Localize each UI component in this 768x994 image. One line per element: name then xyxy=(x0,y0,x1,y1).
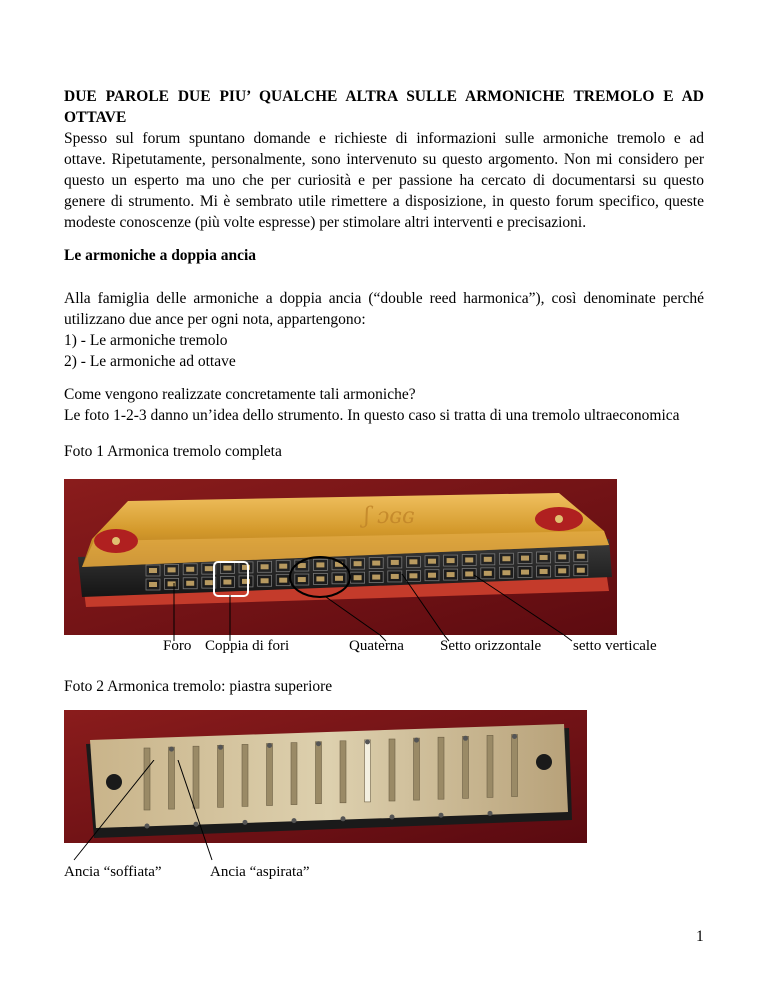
label-ancia-soffiata: Ancia “soffiata” xyxy=(64,864,162,880)
intro-line-4: genere di strumento. Mi è sembrato utile rimettere a disposizione, in questo forum specifico, queste xyxy=(64,193,704,210)
reed-glimpse xyxy=(540,555,548,560)
intro-line-5: modeste conoscenze (più volte espresse) per stimolare altri interventi e precisazioni. xyxy=(64,214,587,231)
reed-slot xyxy=(438,737,444,799)
family-line-1: Alla famiglia delle armoniche a doppia ancia (“double reed harmonica”), così denominate perché xyxy=(64,290,704,307)
reed-glimpse xyxy=(223,566,231,571)
reed-rivet xyxy=(439,813,444,818)
reed-rivet xyxy=(488,811,493,816)
reed-rivet xyxy=(390,815,395,820)
reed-glimpse xyxy=(577,568,585,573)
reed-glimpse xyxy=(279,578,287,583)
reed-glimpse xyxy=(168,567,176,572)
photo-intro-text: Le foto 1-2-3 danno un’idea dello strumento. In questo caso si tratta di una tremolo ultraeconomica xyxy=(64,407,680,424)
reed-glimpse xyxy=(391,560,399,565)
label-foro: Foro xyxy=(163,638,192,654)
reed-glimpse xyxy=(409,559,417,564)
reed-slot xyxy=(365,740,371,802)
reed-glimpse xyxy=(186,567,194,572)
reed-glimpse xyxy=(279,564,287,569)
label-ancia-aspirata: Ancia “aspirata” xyxy=(210,864,310,880)
intro-line-3: questo un esperto ma uno che per curiosità e per passione ha cercato di documentarsi su questo xyxy=(64,172,704,189)
reed-glimpse xyxy=(205,566,213,571)
reed-rivet xyxy=(169,747,174,752)
reed-rivet xyxy=(414,738,419,743)
label-setto-verticale: setto verticale xyxy=(573,638,657,654)
title-line-2: OTTAVE xyxy=(64,109,127,126)
reed-glimpse xyxy=(558,554,566,559)
reed-slot xyxy=(291,743,297,805)
reed-slot xyxy=(389,739,395,801)
reed-slot xyxy=(267,744,273,806)
list-item-1: 1) - Le armoniche tremolo xyxy=(64,332,228,349)
reed-slot xyxy=(512,735,518,797)
reed-glimpse xyxy=(391,574,399,579)
svg-text:ʃ ɔɢɢ: ʃ ɔɢɢ xyxy=(364,504,415,529)
reed-rivet xyxy=(512,734,517,739)
reed-glimpse xyxy=(205,580,213,585)
reed-glimpse xyxy=(223,580,231,585)
label-quaterna: Quaterna xyxy=(349,638,404,654)
section-heading: Le armoniche a doppia ancia xyxy=(64,247,257,264)
reed-glimpse xyxy=(521,556,529,561)
reed-rivet xyxy=(463,736,468,741)
family-line-2: utilizzano due ance per ogni nota, appartengono: xyxy=(64,311,366,328)
reed-glimpse xyxy=(465,571,473,576)
reed-glimpse xyxy=(354,575,362,580)
reed-glimpse xyxy=(502,556,510,561)
reed-glimpse xyxy=(558,568,566,573)
intro-line-2: ottave. Ripetutamente, personalmente, sono intervenuto su questo argomento. Non mi considero per xyxy=(64,151,704,168)
photo2-pointer-lines xyxy=(64,760,264,864)
reed-rivet xyxy=(292,818,297,823)
reed-glimpse xyxy=(465,557,473,562)
label-setto-orizzontale: Setto orizzontale xyxy=(440,638,542,654)
reed-glimpse xyxy=(372,561,380,566)
reed-glimpse xyxy=(447,558,455,563)
intro-line-1: Spesso sul forum spuntano domande e richieste di informazioni sulle armoniche tremolo e ad xyxy=(64,130,704,147)
reed-glimpse xyxy=(428,559,436,564)
page-number: 1 xyxy=(696,928,704,945)
reed-slot xyxy=(316,742,322,804)
reed-glimpse xyxy=(261,578,269,583)
reed-slot xyxy=(340,741,346,803)
photo1-harmonica-image xyxy=(64,479,617,635)
reed-rivet xyxy=(218,745,223,750)
list-item-2: 2) - Le armoniche ad ottave xyxy=(64,353,236,370)
reed-glimpse xyxy=(521,570,529,575)
reed-glimpse xyxy=(502,570,510,575)
reed-glimpse xyxy=(354,561,362,566)
reed-glimpse xyxy=(577,554,585,559)
label-coppia-di-fori: Coppia di fori xyxy=(205,638,290,654)
reed-glimpse xyxy=(484,571,492,576)
reed-glimpse xyxy=(186,581,194,586)
reed-rivet xyxy=(316,741,321,746)
reed-rivet xyxy=(341,816,346,821)
reed-glimpse xyxy=(540,569,548,574)
reed-glimpse xyxy=(149,582,157,587)
reed-slot xyxy=(487,735,493,797)
reed-slot xyxy=(414,738,420,800)
reed-glimpse xyxy=(372,575,380,580)
reed-rivet xyxy=(365,739,370,744)
reed-glimpse xyxy=(149,568,157,573)
reed-glimpse xyxy=(484,557,492,562)
reed-slot xyxy=(463,736,469,798)
reed-glimpse xyxy=(409,573,417,578)
reed-glimpse xyxy=(428,573,436,578)
reed-glimpse xyxy=(335,576,343,581)
reed-glimpse xyxy=(316,576,324,581)
reed-glimpse xyxy=(261,564,269,569)
question-text: Come vengono realizzate concretamente tali armoniche? xyxy=(64,386,416,403)
title-line-1: DUE PAROLE DUE PIU’ QUALCHE ALTRA SULLE ARMONICHE TREMOLO E AD xyxy=(64,88,704,105)
reed-rivet xyxy=(267,743,272,748)
reed-glimpse xyxy=(298,577,306,582)
photo1-caption: Foto 1 Armonica tremolo completa xyxy=(64,443,282,460)
photo2-caption: Foto 2 Armonica tremolo: piastra superiore xyxy=(64,678,333,695)
reed-glimpse xyxy=(447,572,455,577)
reed-glimpse xyxy=(316,562,324,567)
